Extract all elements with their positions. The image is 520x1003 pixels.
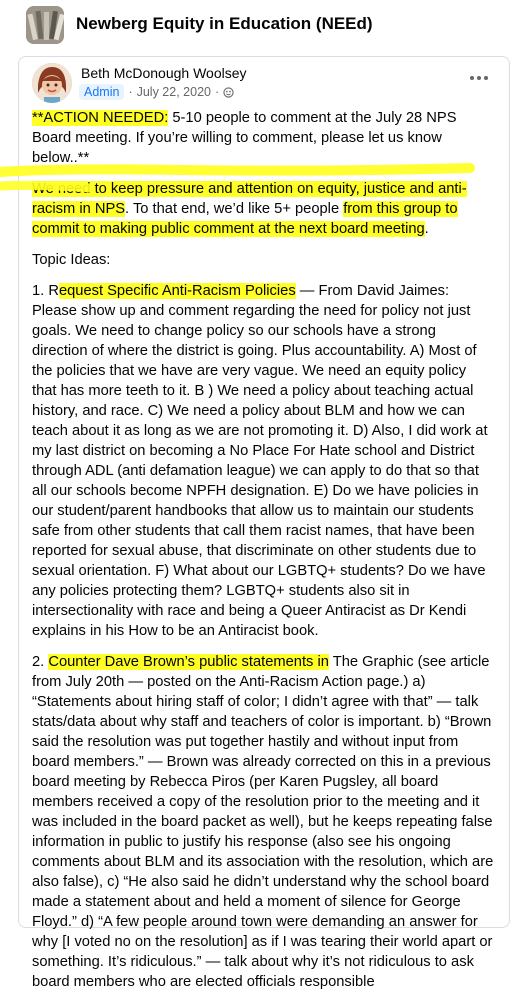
commit-highlight: from this group to commit to making public comment at the next board meeting [32, 201, 458, 237]
author-avatar[interactable] [32, 63, 72, 103]
author-name[interactable]: Beth McDonough Woolsey [81, 65, 247, 81]
topic-item-2 [32, 652, 494, 992]
meta-separator: · [128, 85, 133, 99]
more-options-icon[interactable] [470, 73, 494, 83]
post-body [32, 108, 494, 1003]
group-name[interactable]: Newberg Equity in Education (NEEd) [76, 14, 373, 33]
pressure-highlight: We need to keep pressure and attention on equity, justice and anti-racism in NPS [32, 181, 467, 217]
item2-text: The Graphic (see article from July 20th — posted on the Anti-Racism Action page.) a) “Statements about hiring staff of color; I didn’t agree with that” — talk stats/data about why staff and teachers of color is important. b) “Brown said the resolution was put together hastily and without input from board members.” — Brown was already corrected on this in a previous board meeting by Rebecca Piros (per Karen Pugsley, all board members received a copy of the resolution prior to the meeting and it was included in the board packet as well), but he keeps repeating false information in public to justify his response (also see his ongoing comments about BLM and its association with the resolution, which are also false), c) “He also said he didn’t understand why the school board made a statement about and held a moment of silence for George Floyd.” d) “A few people around town were demanding an answer for why [I voted no on the resolution] as if I was tearing their world apart or something. It’s ridiculous.” — talk about why it’s not ridiculous to ask board members who are elected officials responsible [32, 654, 494, 990]
pressure-text: . To that end, we’d like 5+ people [125, 201, 344, 217]
pressure-paragraph [32, 179, 494, 239]
pressure-end: . [424, 221, 429, 237]
globe-icon [223, 87, 234, 98]
topic-ideas-heading: Topic Ideas: [32, 252, 111, 268]
group-avatar[interactable] [26, 6, 64, 44]
item1-highlight: equest Specific Anti-Racism Policies [58, 283, 296, 299]
admin-badge: Admin [79, 84, 124, 100]
meta-separator-2: · [214, 85, 220, 99]
group-header [0, 0, 520, 52]
post-meta [79, 84, 234, 100]
topic-item-1 [32, 281, 494, 641]
action-needed-paragraph [32, 108, 494, 168]
item1-text: — From David Jaimes: Please show up and comment regarding the need for policy not just goals. We need to change policy so our schools have a strong direction of where the district is going. Plus accountability. A) Most of the policies that we have are very vague. We need an equity policy that has more teeth to it. B ) We need a policy about teaching actual history, and race. C) We need a policy about BLM and how we can teach about it as long as we are not promoting it. D) Also, I did work at my last district on becoming a No Place For Hate school and District through ADL (anti defamation league) we can apply to do that so that all our schools become NPFH designation. E) Do we have policies in our student/parent handbooks that allow us to maintain our students safe from other students that call them racist names, that have been reported for sexual abuse, that discriminate on other students due to sexual orientation. F) What about our LGBTQ+ students? Do we have any policies protecting them? LGBTQ+ students also sit in intersectionality with race and being a Queer Antiracist as Dr Kendi explains in his How to be an Antiracist book. [32, 283, 488, 639]
action-needed-highlight: **ACTION NEEDED: [32, 110, 169, 126]
action-needed-text: 5-10 people to comment at the July 28 NPS Board meeting. If you’re willing to comment, please let us know below..** [32, 110, 457, 166]
item2-highlight: Counter Dave Brown’s public statements in [48, 654, 329, 670]
post-date[interactable]: July 22, 2020 [136, 85, 211, 99]
item1-prefix: 1. R [32, 283, 59, 299]
item2-prefix: 2. [32, 654, 49, 670]
